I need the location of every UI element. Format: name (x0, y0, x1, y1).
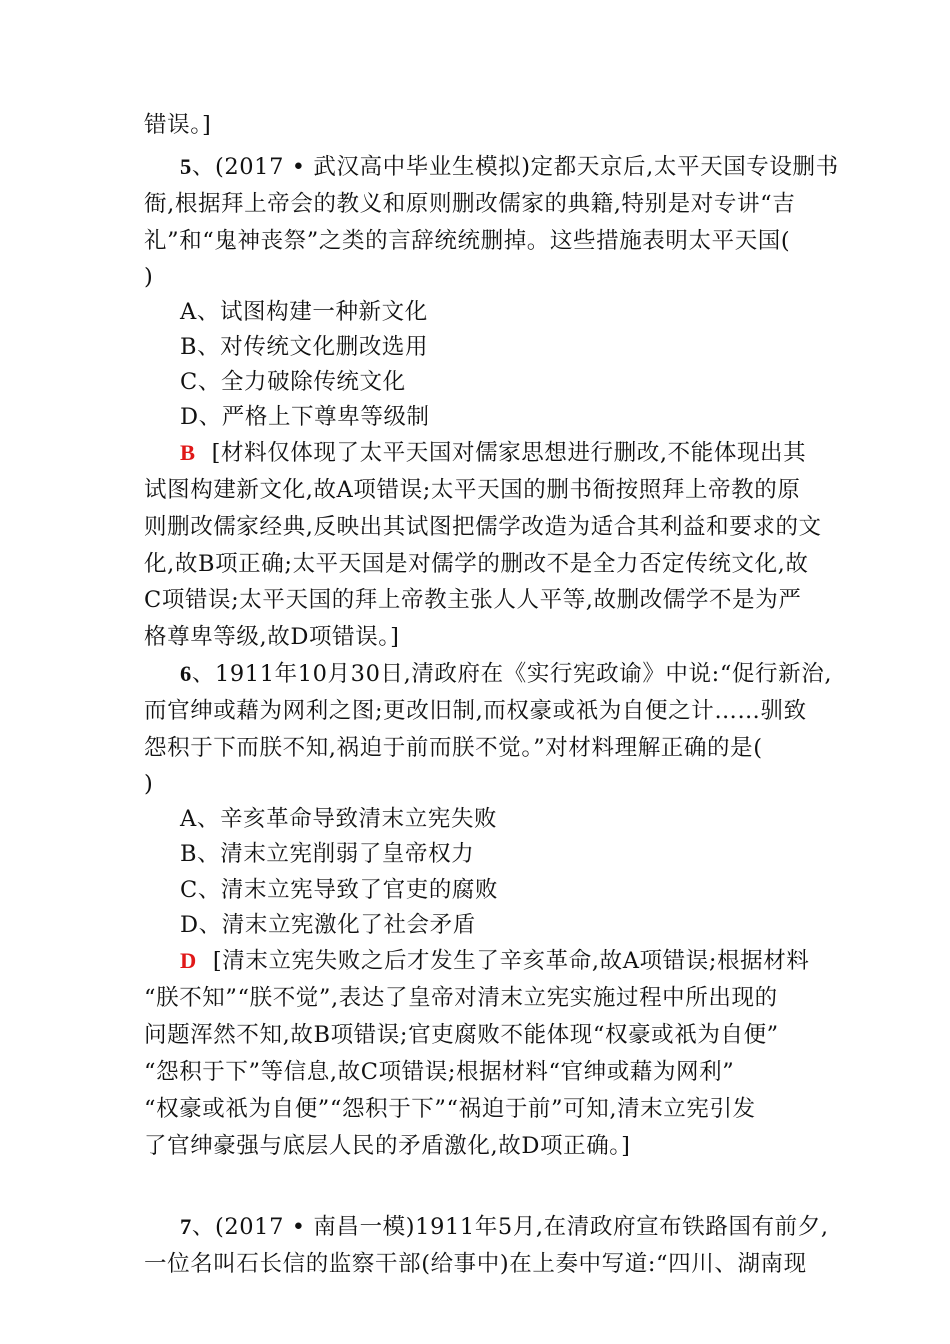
q5-option-a: A、试图构建一种新文化 (180, 299, 428, 325)
q7-stem-line-1: 7、(2017 • 南昌一模)1911年5月,在清政府宣布铁路国有前夕, (180, 1214, 829, 1240)
q5-explanation-line-2: 试图构建新文化,故A项错误;太平天国的删书衙按照拜上帝教的原 (144, 477, 801, 503)
q6-stem-line-4: ) (144, 771, 154, 797)
q7-number: 7 (180, 1214, 192, 1239)
q5-stem-line-3: 礼”和“鬼神丧祭”之类的言辞统统删掉。这些措施表明太平天国( (144, 228, 791, 254)
q6-stem-line-3: 怨积于下而朕不知,祸迫于前而朕不觉。”对材料理解正确的是( (144, 735, 763, 761)
q5-option-b: B、对传统文化删改选用 (180, 334, 429, 360)
q6-explanation-line-4: “怨积于下”等信息,故C项错误;根据材料“官绅或藉为网利” (144, 1059, 735, 1085)
q5-answer: B (180, 440, 196, 465)
q5-explanation-line-6: 格尊卑等级,故D项错误。] (144, 624, 400, 650)
q5-stem-line-2: 衙,根据拜上帝会的教义和原则删改儒家的典籍,特别是对专讲“吉 (144, 191, 796, 217)
q5-stem-line-1: 5、(2017 • 武汉高中毕业生模拟)定都天京后,太平天国专设删书 (180, 154, 839, 180)
q5-option-d: D、严格上下尊卑等级制 (180, 404, 430, 430)
q6-option-d: D、清末立宪激化了社会矛盾 (180, 912, 476, 938)
q6-option-c: C、清末立宪导致了官吏的腐败 (180, 877, 499, 903)
q6-answer: D (180, 948, 197, 973)
q5-explanation-line-4: 化,故B项正确;太平天国是对儒学的删改不是全力否定传统文化,故 (144, 551, 809, 577)
q4-explanation-tail: 错误。] (144, 112, 212, 138)
q7-stem-line-2: 一位名叫石长信的监察干部(给事中)在上奏中写道:“四川、湖南现 (144, 1251, 807, 1277)
q5-number: 5 (180, 154, 192, 179)
q5-explanation-line-1: B [材料仅体现了太平天国对儒家思想进行删改,不能体现出其 (180, 440, 807, 466)
q5-option-c: C、全力破除传统文化 (180, 369, 406, 395)
q6-option-a: A、辛亥革命导致清末立宪失败 (180, 806, 498, 832)
q6-explanation-line-1: D [清末立宪失败之后才发生了辛亥革命,故A项错误;根据材料 (180, 948, 810, 974)
q5-explanation-line-5: C项错误;太平天国的拜上帝教主张人人平等,故删改儒学不是为严 (144, 587, 802, 613)
q6-stem-line-1: 6、1911年10月30日,清政府在《实行宪政谕》中说:“促行新治, (180, 661, 833, 687)
q5-explanation-line-3: 则删改儒家经典,反映出其试图把儒学改造为适合其利益和要求的文 (144, 514, 822, 540)
q6-number: 6 (180, 661, 192, 686)
q6-explanation-line-3: 问题浑然不知,故B项错误;官吏腐败不能体现“权豪或祇为自便” (144, 1022, 779, 1048)
q6-stem-line-2: 而官绅或藉为网利之图;更改旧制,而权豪或祇为自便之计……驯致 (144, 698, 807, 724)
q6-explanation-line-6: 了官绅豪强与底层人民的矛盾激化,故D项正确。] (144, 1133, 631, 1159)
q6-explanation-line-5: “权豪或祇为自便”“怨积于下”“祸迫于前”可知,清末立宪引发 (144, 1096, 756, 1122)
q6-explanation-line-2: “朕不知”“朕不觉”,表达了皇帝对清末立宪实施过程中所出现的 (144, 985, 778, 1011)
q5-stem-line-4: ) (144, 264, 154, 290)
q6-option-b: B、清末立宪削弱了皇帝权力 (180, 841, 475, 867)
